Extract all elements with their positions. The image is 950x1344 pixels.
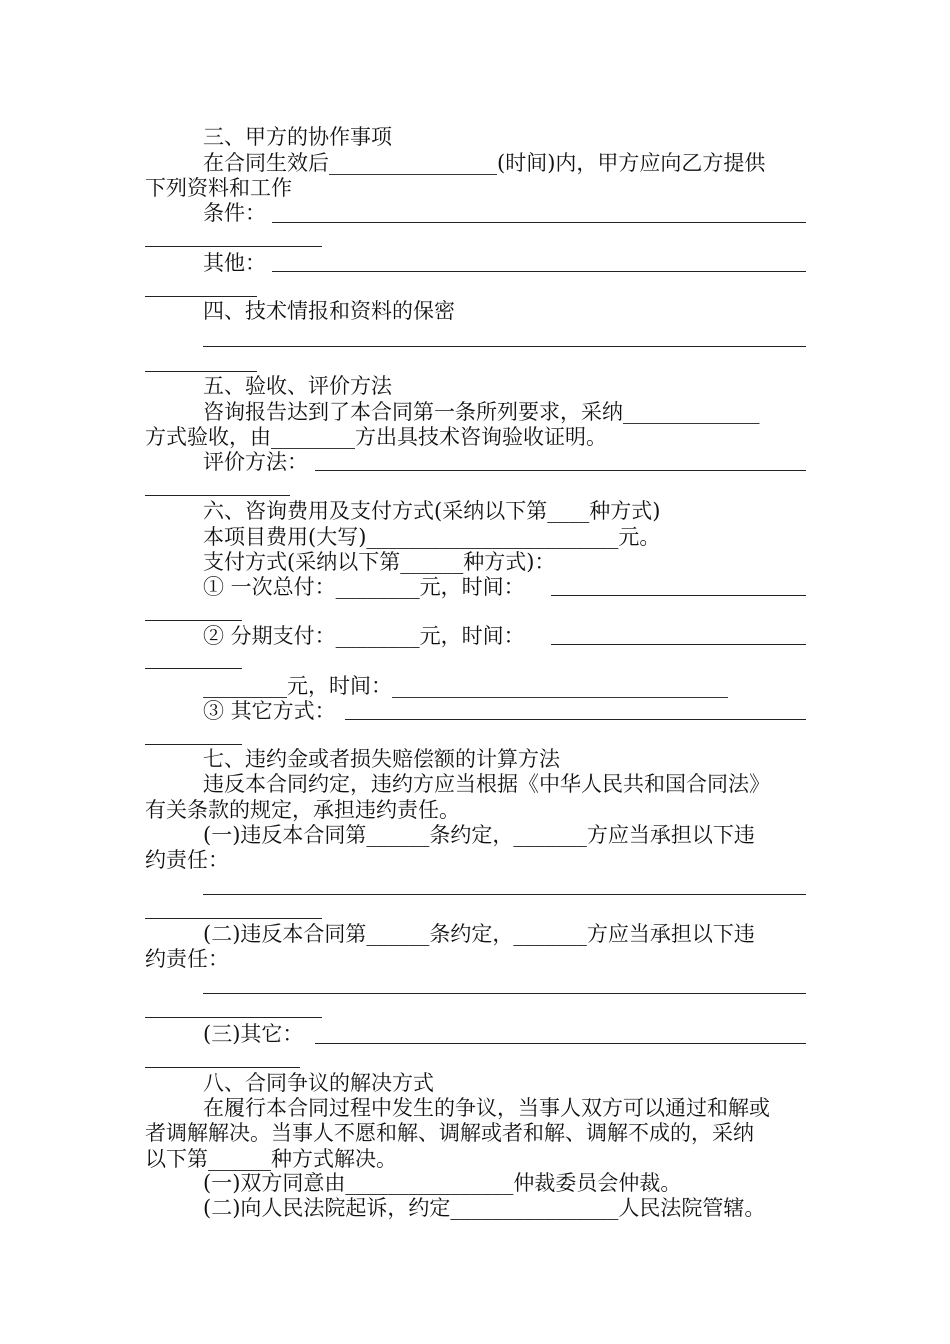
- section-heading-8: 八、合同争议的解决方式: [203, 1071, 434, 1095]
- section-heading-7: 七、违约金或者损失赔偿额的计算方法: [203, 747, 560, 771]
- text-line: 约责任：: [145, 947, 229, 971]
- dispute-option-2: (二)向人民法院起诉，约定________________人民法院管辖。: [203, 1196, 766, 1220]
- blank-line: [145, 918, 322, 919]
- text-line: 以下第______种方式解决。: [145, 1147, 397, 1171]
- blank-line: [145, 744, 242, 745]
- text-line: 违反本合同约定，违约方应当根据《中华人民共和国合同法》: [203, 772, 770, 796]
- text-line: 约责任：: [145, 848, 229, 872]
- blank-line: [145, 246, 322, 247]
- text-line: 在合同生效后________________(时间)内，甲方应向乙方提供: [203, 151, 766, 175]
- field-label-evaluation: 评价方法：: [203, 450, 308, 474]
- section-heading-6: 六、咨询费用及支付方式(采纳以下第____种方式): [203, 499, 661, 523]
- text-line: 支付方式(采纳以下第______种方式)：: [203, 550, 556, 574]
- text-line: 方式验收，由________方出具技术咨询验收证明。: [145, 425, 607, 449]
- section-heading-3: 三、甲方的协作事项: [203, 125, 392, 149]
- blank-line: [203, 894, 806, 895]
- blank-line: [203, 346, 806, 347]
- blank-line: [315, 470, 806, 471]
- blank-line: [203, 993, 806, 994]
- text-line: 在履行本合同过程中发生的争议，当事人双方可以通过和解或: [203, 1096, 770, 1120]
- field-label-other: 其他：: [203, 251, 266, 275]
- text-line: 有关条款的规定，承担违约责任。: [145, 798, 460, 822]
- field-label-conditions: 条件：: [203, 201, 266, 225]
- blank-line: [272, 222, 806, 223]
- blank-line: [315, 1043, 806, 1044]
- dispute-option-1: (一)双方同意由________________仲裁委员会仲裁。: [203, 1171, 682, 1195]
- text-line: (一)违反本合同第______条约定，_______方应当承担以下违: [203, 823, 755, 847]
- payment-option-2: ② 分期支付：________元，时间：: [203, 624, 525, 648]
- text-line: (三)其它：: [203, 1022, 304, 1046]
- blank-line: [551, 595, 806, 596]
- text-line: 咨询报告达到了本合同第一条所列要求，采纳_____________: [203, 400, 760, 424]
- payment-option-1: ① 一次总付：________元，时间：: [203, 575, 525, 599]
- payment-option-3: ③ 其它方式：: [203, 699, 336, 723]
- blank-line: [145, 668, 242, 669]
- section-heading-4: 四、技术情报和资料的保密: [203, 299, 455, 323]
- text-line: 本项目费用(大写)________________________元。: [203, 525, 661, 549]
- text-line: (二)违反本合同第______条约定，_______方应当承担以下违: [203, 922, 755, 946]
- blank-line: [145, 371, 257, 372]
- text-line: ________元，时间：________________________________: [203, 674, 728, 698]
- text-line: 者调解解决。当事人不愿和解、调解或者和解、调解不成的，采纳: [145, 1121, 754, 1145]
- blank-line: [145, 296, 257, 297]
- blank-line: [145, 1017, 322, 1018]
- blank-line: [551, 644, 806, 645]
- text-line: 下列资料和工作: [145, 176, 292, 200]
- blank-line: [345, 719, 806, 720]
- blank-line: [145, 620, 242, 621]
- section-heading-5: 五、验收、评价方法: [203, 374, 392, 398]
- blank-line: [272, 271, 806, 272]
- blank-line: [145, 495, 290, 496]
- blank-line: [145, 1067, 300, 1068]
